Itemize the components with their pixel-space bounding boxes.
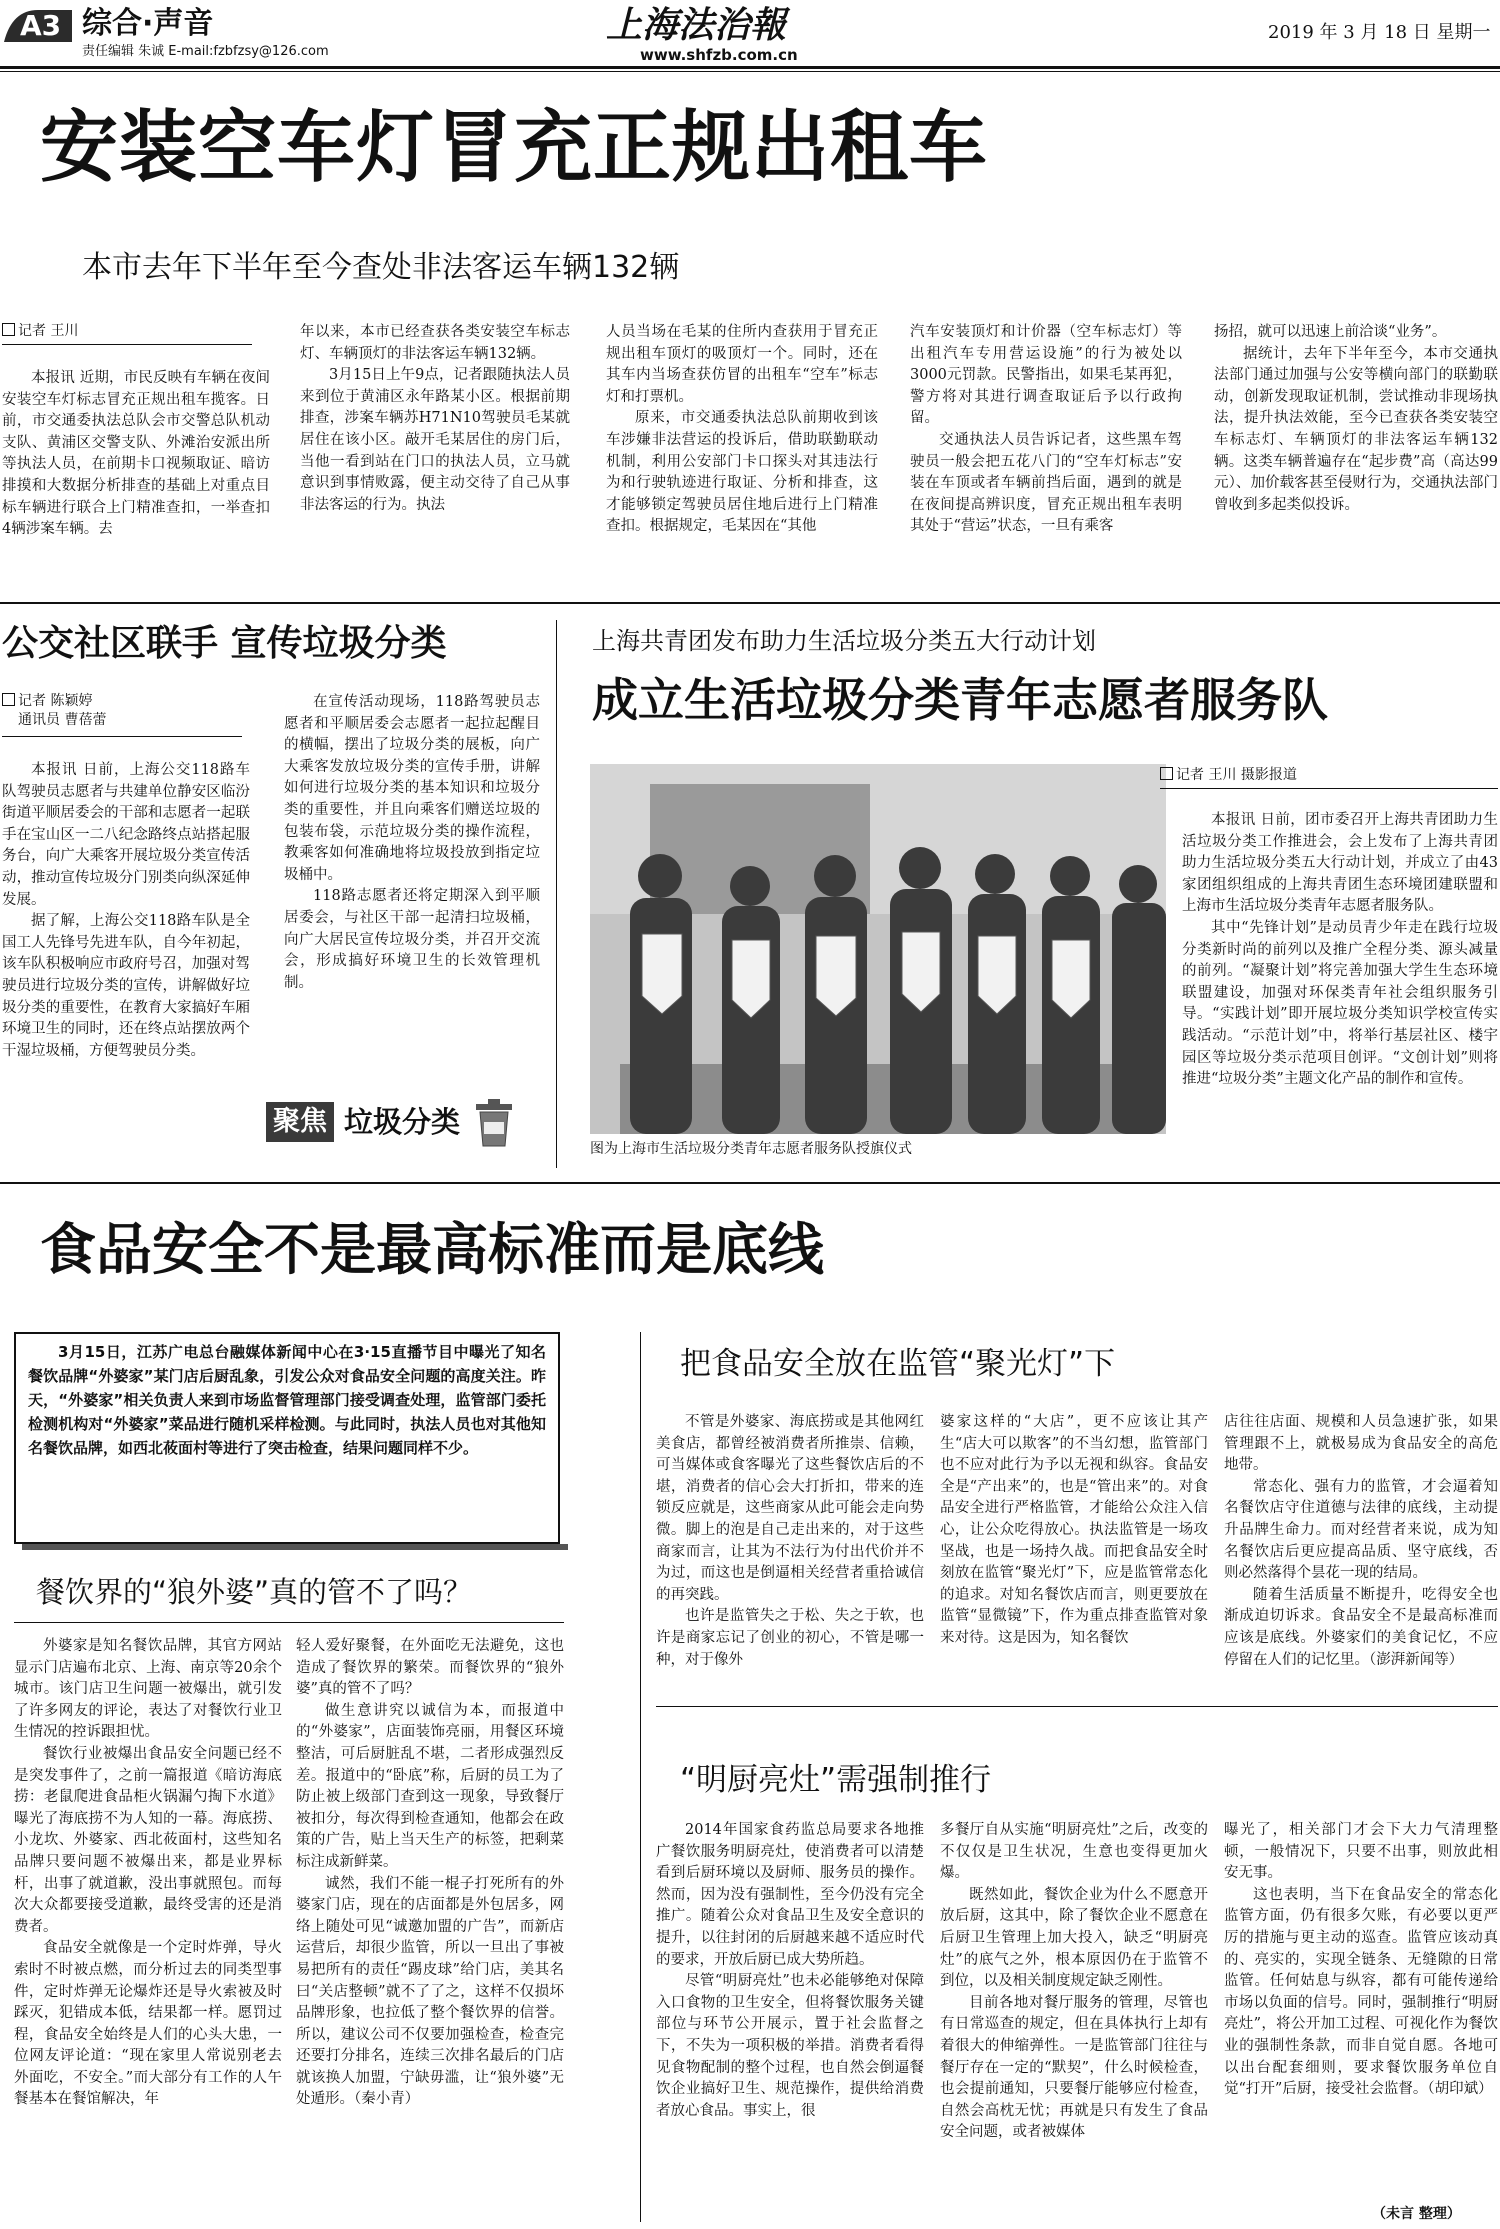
story3-photo: [590, 764, 1166, 1134]
story-divider-vertical: [556, 620, 557, 1168]
credit-underline: [2, 344, 252, 345]
paragraph: 3月15日上午9点，记者跟随执法人员来到位于黄浦区永年路某小区。根据前期排查，涉案车辆苏H71N10驾驶员毛某就居住在该小区。敲开毛某居住的房门后，当他一看到站在门口的执法人员，立马就意识到事情败露，便主动交待了自己从事非法客运的行为。执法: [300, 367, 570, 513]
story1-column-4: [910, 322, 1182, 588]
paragraph: 这也表明，当下在食品安全的常态化监管方面，仍有很多欠账，有必要以更严厉的措施与更主动的巡查。监管应该动真的、亮实的，实现全链条、无缝隙的日常监管。任何姑息与纵容，都有可能传递给市场以负面的信号。同时，强制推行“明厨亮灶”，将公开加工过程、可视化作为餐饮业的强制性条款，而非自觉自愿。各地可以出台配套细则，要求餐饮服务单位自觉“打开”后厨，接受社会监督。（胡印斌）: [1224, 1886, 1498, 2098]
section3-column-1: [656, 1820, 924, 2222]
story2-credit: [2, 692, 106, 730]
story4-byline: （未言 整理）: [1372, 2206, 1461, 2222]
garbage-sorting-banner: [266, 1098, 522, 1148]
paragraph: 年以来，本市已经查获各类安装空车标志灯、车辆顶灯的非法客运车辆132辆。: [300, 324, 570, 362]
story1-column-2: [300, 322, 570, 588]
story1-column-5: [1214, 322, 1498, 588]
paragraph: 在宣传活动现场，118路驾驶员志愿者和平顺居委会志愿者一起拉起醒目的横幅，摆出了垃圾分类的展板，向广大乘客发放垃圾分类的宣传手册，讲解如何进行垃圾分类的基本知识和垃圾分类的重要性，并且向乘客们赠送垃圾的包装布袋，示范垃圾分类的操作流程，教乘客如何准确地将垃圾投放到指定垃圾桶中。: [284, 694, 540, 883]
section1-column-2: [296, 1636, 564, 2222]
section2-column-2: [940, 1412, 1208, 1694]
section1-column-1: [14, 1636, 282, 2222]
paragraph: 既然如此，餐饮企业为什么不愿意开放后厨，这其中，除了餐饮企业不愿意在后厨卫生管理上加大投入，缺乏“明厨亮灶”的底气之外，根本原因仍在于监管不到位，以及相关制度规定缺乏刚性。: [940, 1886, 1208, 1990]
lead-box: [14, 1332, 560, 1544]
credit-box-icon: [1160, 767, 1173, 780]
lead-box-shadow: [22, 1544, 568, 1550]
story2-credit-line2: 通讯员 曹蓓蕾: [18, 712, 107, 728]
section2-bottom-rule: [656, 1706, 1498, 1707]
banner-text: 垃圾分类: [344, 1105, 461, 1139]
ceremony-photo-image: [590, 764, 1166, 1134]
header-rule: [0, 66, 1500, 69]
paragraph: 外婆家是知名餐饮品牌，其官方网站显示门店遍布北京、上海、南京等20余个城市。该门店卫生问题一被爆出，就引发了许多网友的评论，表达了对餐饮行业卫生情况的控诉跟担忧。: [14, 1638, 282, 1741]
paragraph: 交通执法人员告诉记者，这些黑车驾驶员一般会把五花八门的“空车灯标志”安装在车顶或者车辆前挡后面，遇到的就是在夜间提高辨识度，冒充正规出租车表明其处于“营运”状态，一旦有乘客: [910, 431, 1182, 535]
section-title: 综合·声音: [82, 6, 214, 41]
paragraph: 店往往店面、规模和人员急速扩张，如果管理跟不上，就极易成为食品安全的高危地带。: [1224, 1414, 1498, 1474]
story3-bottom-rule: [0, 1182, 1500, 1184]
photo-caption: 图为上海市生活垃圾分类青年志愿者服务队授旗仪式: [590, 1141, 912, 1157]
credit-underline: [2, 736, 242, 737]
paragraph: 扬招，就可以迅速上前洽谈“业务”。: [1214, 324, 1447, 340]
credit-box-icon: [2, 693, 15, 706]
story3-credit: [1160, 766, 1297, 785]
paragraph: 原来，市交通委执法总队前期收到该车涉嫌非法营运的投诉后，借助联勤联动机制，利用公安部门卡口探头对其违法行为和行驶轨迹进行取证、分析和排查，这才能够锁定驾驶员居住地后进行上门精准查扣。根据规定，毛某因在“其他: [606, 410, 878, 535]
paragraph: 本报讯 近期，市民反映有车辆在夜间安装空车灯标志冒充正规出租车揽客。日前，市交通委执法总队会市交警总队机动支队、黄浦区交警支队、外滩治安派出所等执法人员，在前期卡口视频取证、暗访排摸和大数据分析排查的基础上对重点目标车辆进行联合上门精准查扣，一举查扣4辆涉案车辆。去: [2, 370, 270, 538]
story3-kicker: 上海共青团发布助力生活垃圾分类五大行动计划: [592, 627, 1096, 655]
credit-box-icon: [2, 323, 15, 336]
story1-column-1: [2, 368, 270, 588]
page-number-badge: [2, 6, 74, 44]
paragraph: 轻人爱好聚餐，在外面吃无法避免，这也造成了餐饮界的繁荣。而餐饮界的“狼外婆”真的管不了吗？: [296, 1638, 564, 1698]
paragraph: 人员当场在毛某的住所内查获用于冒充正规出租车顶灯的吸顶灯一个。同时，还在其车内当场查获仿冒的出租车“空车”标志灯和打票机。: [606, 324, 878, 405]
section2-title: 把食品安全放在监管“聚光灯”下: [680, 1346, 1116, 1382]
paragraph: 本报讯 日前，上海公交118路车队驾驶员志愿者与共建单位静安区临汾街道平顺居委会的干部和志愿者一起联手在宝山区一二八纪念路终点站搭起服务台，向广大乘客开展垃圾分类宣传活动，推动宣传垃圾分门别类向纵深延伸发展。: [2, 762, 250, 908]
story1-bottom-rule: [0, 602, 1500, 604]
paragraph: 不管是外婆家、海底捞或是其他网红美食店，都曾经被消费者所推崇、信赖，可当媒体或食客曝光了这些餐饮店后的不堪，消费者的信心会大打折扣，带来的连锁反应就是，这些商家从此可能会走向势微。脚上的泡是自己走出来的，对于这些商家而言，让其为不法行为付出代价并不为过，而这也是倒逼相关经营者重拾诚信的再突践。: [656, 1414, 924, 1603]
story2-headline: 公交社区联手 宣传垃圾分类: [2, 623, 447, 664]
issue-date: 2019 年 3 月 18 日 星期一: [1268, 22, 1491, 43]
section3-title: “明厨亮灶”需强制推行: [680, 1762, 992, 1798]
page-number: A3: [20, 9, 62, 42]
section1-title: 餐饮界的“狼外婆”真的管不了吗？: [36, 1575, 473, 1609]
header-rule-thin: [0, 71, 1500, 72]
paragraph: 做生意讲究以诚信为本，而报道中的“外婆家”，店面装饰亮丽，用餐区环境整洁，可后厨脏乱不堪，二者形成强烈反差。报道中的“卧底”称，后厨的员工为了防止被上级部门查到这一现象，导致餐厅被扣分，每次得到检查通知，他都会在政策的广告，贴上当天生产的标签，把剩菜标注成新鲜菜。: [296, 1702, 564, 1870]
paragraph: 汽车安装顶灯和计价器（空车标志灯）等出租汽车专用营运设施”的行为被处以3000元罚款。民警指出，如果毛某再犯，警方将对其进行调查取证后予以行政拘留。: [910, 324, 1182, 427]
paragraph: 其中“先锋计划”是动员青少年走在践行垃圾分类新时尚的前列以及推广全程分类、源头减量的前列。“凝聚计划”将完善加强大学生生态环境联盟建设，加强对环保类青年社会组织服务引导。“实践计划”即开展垃圾分类知识学校宣传实践活动。“示范计划”中，将举行基层社区、楼宇园区等垃圾分类示范项目创评。“文创计划”则将推进“垃圾分类”主题文化产品的制作和宣传。: [1182, 919, 1498, 1088]
story1-column-3: [606, 322, 878, 588]
paragraph: 据统计，去年下半年至今，本市交通执法部门通过加强与公安等横向部门的联勤联动，创新发现取证机制，尝试推动非现场执法，提升执法效能，至今已查获各类安装空车标志灯、车辆顶灯的非法客运车辆132辆。这类车辆普遍存在“起步费”高（高达99元）、加价载客甚至侵财行为，交通执法部门曾收到多起类似投诉。: [1214, 345, 1498, 513]
story1-credit: [2, 322, 78, 341]
story3-headline: 成立生活垃圾分类青年志愿者服务队: [592, 673, 1328, 727]
section2-column-3: [1224, 1412, 1498, 1694]
credit-underline: [1160, 788, 1498, 789]
trash-can-icon: [474, 1098, 514, 1148]
lead-text: 3月15日，江苏广电总台融媒体新闻中心在3·15直播节目中曝光了知名餐饮品牌“外婆家”某门店后厨乱象，引发公众对食品安全问题的高度关注。昨天，“外婆家”相关负责人来到市场监督管理部门接受调查处理，监管部门委托检测机构对“外婆家”菜品进行随机采样检测。与此同时，执法人员也对其他知名餐饮品牌，如西北莜面村等进行了突击检查，结果问题同样不少。: [28, 1343, 546, 1457]
paragraph: 随着生活质量不断提升，吃得安全也渐成迫切诉求。食品安全不是最高标准而应该是底线。外婆家们的美食记忆，不应停留在人们的记忆里。（澎湃新闻等）: [1224, 1586, 1498, 1668]
section2-column-1: [656, 1412, 924, 1694]
paragraph: 餐饮行业被爆出食品安全问题已经不是突发事件了，之前一篇报道《暗访海底捞：老鼠爬进食品柜火锅漏勺掏下水道》曝光了海底捞不为人知的一幕。海底捞、小龙坎、外婆家、西北莜面村，这些知名品牌只要问题不被爆出来，都是业界标杆，出事了就道歉，没出事就照包。而每次大众都要接受道歉，最终受害的还是消费者。: [14, 1745, 282, 1935]
masthead: 上海法治報: [606, 4, 787, 46]
story3-column: [1182, 810, 1498, 1160]
paragraph: 诚然，我们不能一棍子打死所有的外婆家门店，现在的店面都是外包居多，网络上随处可见“诚邀加盟的广告”，而新店运营后，却很少监管，所以一旦出了事被易把所有的责任“踢皮球”给门店，美其名曰“关店整顿”就不了了之，这样不仅损坏品牌形象，也拉低了整个餐饮界的信誉。所以，建议公司不仅要加强检查，检查完还要打分排名，连续三次排名最后的门店就该换人加盟，宁缺毋滥，让“狼外婆”无处遁形。（秦小青）: [296, 1875, 564, 2108]
section3-column-2: [940, 1820, 1208, 2222]
editor-line: 责任编辑 朱诚 E-mail:fzbfzsy@126.com: [82, 44, 329, 59]
story3-credit-text: 记者 王川 摄影报道: [1176, 767, 1297, 783]
paragraph: 食品安全就像是一个定时炸弹，导火索时不时被点燃，而分析过去的同类型事件，定时炸弹无论爆炸还是导火索被及时踩灭，犯错成本低，结果都一样。愿罚过程，食品安全始终是人们的心头大患，一位网友评论道：“现在家里人常说别老去外面吃，不安全。”而大部分有工作的人午餐基本在餐馆解决，年: [14, 1940, 282, 2108]
website[interactable]: www.shfzb.com.cn: [640, 46, 798, 64]
paragraph: 2014年国家食药监总局要求各地推广餐饮服务明厨亮灶，使消费者可以清楚看到后厨环境以及厨师、服务员的操作。然而，因为没有强制性，至今仍没有完全推广。随着公众对食品卫生及安全意识的提升，以往封闭的后厨越来越不适应时代的要求，开放后厨已成大势所趋。: [656, 1822, 924, 1968]
story1-credit-text: 记者 王川: [18, 323, 79, 339]
story1-subhead: 本市去年下半年至今查处非法客运车辆132辆: [82, 250, 680, 285]
story2-credit-line1: 记者 陈颖婷: [18, 693, 93, 709]
paragraph: 118路志愿者还将定期深入到平顺居委会，与社区干部一起清扫垃圾桶，向广大居民宣传垃圾分类，并召开交流会，形成搞好环境卫生的长效管理机制。: [284, 888, 540, 991]
story1-headline: 安装空车灯冒充正规出租车: [40, 103, 989, 193]
paragraph: 尽管“明厨亮灶”也未必能够绝对保障入口食物的卫生安全，但将餐饮服务关键部位与环节公开展示，置于社会监督之下，不失为一项积极的举措。消费者看得见食物配制的整个过程，也自然会倒逼餐饮企业搞好卫生、规范操作，提供给消费者放心食品。事实上，很: [656, 1973, 924, 2119]
section1-rule: [14, 1622, 564, 1623]
banner-tag: 聚焦: [266, 1102, 334, 1142]
paragraph: 本报讯 日前，团市委召开上海共青团助力生活垃圾分类工作推进会，会上发布了上海共青团助力生活垃圾分类五大行动计划，并成立了由43家团组织组成的上海共青团生态环境团建联盟和上海市生活垃圾分类青年志愿者服务队。: [1182, 812, 1498, 915]
story2-column-1: [2, 760, 250, 1200]
paragraph: 目前各地对餐厅服务的管理，尽管也有日常巡查的规定，但在具体执行上却有着很大的伸缩弹性。一是监管部门往往与餐厅存在一定的“默契”，什么时候检查，也会提前通知，只要餐厅能够应付检查，自然会高枕无忧；再就是只有发生了食品安全问题，或者被媒体: [940, 1994, 1208, 2141]
story2-column-2: [284, 692, 540, 1072]
paragraph: 也许是监管失之于松、失之于软，也许是商家忘记了创业的初心，不管是哪一种，对于像外: [656, 1608, 924, 1668]
story4-divider-vertical: [640, 1332, 641, 2222]
paragraph: 常态化、强有力的监管，才会逼着知名餐饮店守住道德与法律的底线，主动提升品牌生命力。而对经营者来说，成为知名餐饮店后更应提高品质、坚守底线，否则必然落得个昙花一现的结局。: [1224, 1478, 1498, 1582]
paragraph: 据了解，上海公交118路车队是全国工人先锋号先进车队，自今年初起，该车队积极响应市政府号召，加强对驾驶员进行垃圾分类的宣传，讲解做好垃圾分类的重要性，在教育大家搞好车厢环境卫生的同时，还在终点站摆放两个干湿垃圾桶，方便驾驶员分类。: [2, 913, 250, 1059]
paragraph: 多餐厅自从实施“明厨亮灶”之后，改变的不仅仅是卫生状况，生意也变得更加火爆。: [940, 1822, 1208, 1882]
section3-column-3: [1224, 1820, 1498, 2200]
paragraph: 曝光了，相关部门才会下大力气清理整顿，一般情况下，只要不出事，则放此相安无事。: [1224, 1822, 1498, 1882]
paragraph: 婆家这样的“大店”，更不应该让其产生“店大可以欺客”的不当幻想，监管部门也不应对此行为予以无视和纵容。食品安全是“产出来”的，也是“管出来”的。对食品安全进行严格监管，才能给公众注入信心，让公众吃得放心。执法监管是一场攻坚战，也是一场持久战。而把食品安全时刻放在监管“聚光灯”下，应是监管常态化的追求。对知名餐饮店而言，则更要放在监管“显微镜”下，作为重点排查监管对象来对待。这是因为，知名餐饮: [940, 1414, 1208, 1646]
story4-headline: 食品安全不是最高标准而是底线: [40, 1218, 824, 1283]
